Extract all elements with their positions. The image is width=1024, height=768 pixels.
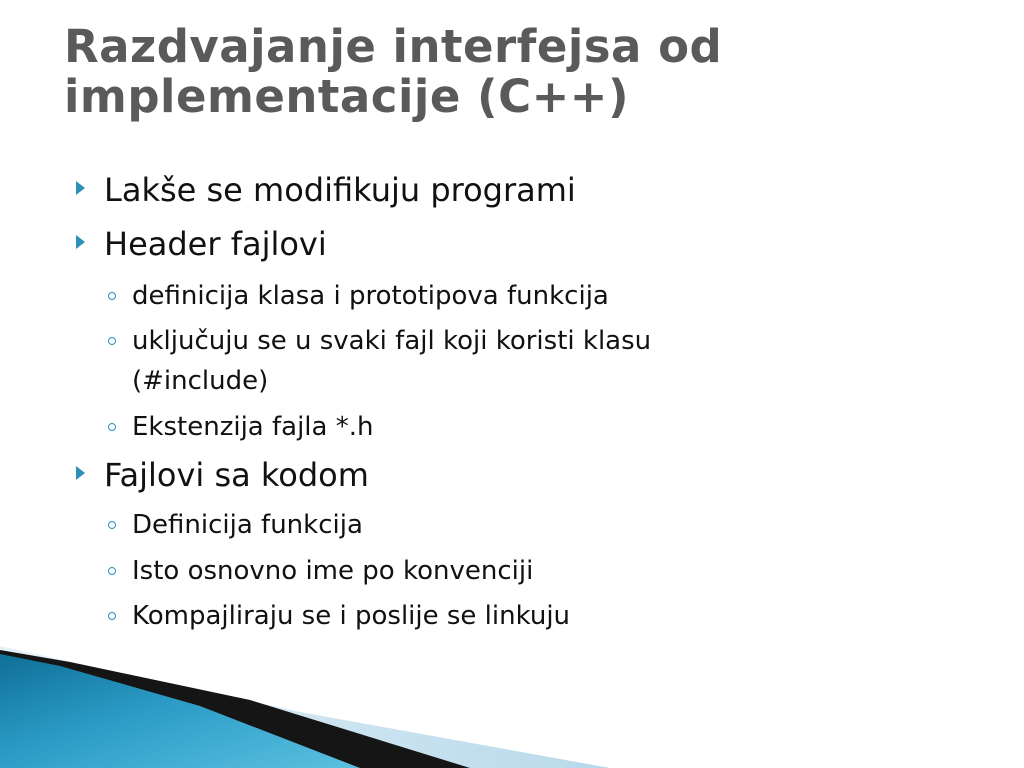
- hollow-circle-icon: [108, 612, 116, 620]
- sub-bullet-text: Ekstenzija fajla *.h: [132, 412, 374, 442]
- sub-bullet-text: Definicija funkcija: [132, 510, 363, 540]
- hollow-circle-icon: [108, 521, 116, 529]
- sub-bullet-item: [132, 407, 373, 447]
- sub-bullet-item: [132, 551, 533, 591]
- hollow-circle-icon: [108, 423, 116, 431]
- sub-bullet-item: [132, 505, 363, 545]
- sub-bullet-text: Isto osnovno ime po konvenciji: [132, 556, 534, 586]
- hollow-circle-icon: [108, 567, 116, 575]
- sub-bullet-text: definicija klasa i prototipova funkcija: [132, 281, 609, 311]
- hollow-circle-icon: [108, 292, 116, 300]
- bullet-text: Header fajlovi: [104, 225, 327, 263]
- sub-bullet-item: [132, 321, 651, 401]
- triangle-right-icon: [76, 235, 85, 249]
- bullet-text: Lakše se modifikuju programi: [104, 171, 576, 209]
- sub-bullet-text-line-2: (#include): [132, 366, 269, 396]
- bullet-text: Fajlovi sa kodom: [104, 456, 369, 494]
- sub-bullet-item: [132, 276, 609, 316]
- bullet-item: [104, 225, 327, 263]
- sub-bullet-text: Kompajliraju se i poslije se linkuju: [132, 601, 571, 631]
- slide-title-line-1: Razdvajanje interfejsa od: [64, 20, 723, 73]
- triangle-right-icon: [76, 181, 85, 195]
- bullet-item: [104, 171, 576, 209]
- slide-title: [64, 22, 964, 122]
- slide-title-line-2: implementacije (C++): [64, 70, 630, 123]
- decor-blue-band: [0, 654, 360, 768]
- hollow-circle-icon: [108, 337, 116, 345]
- sub-bullet-item: [132, 596, 570, 636]
- bullet-item: [104, 456, 369, 494]
- sub-bullet-text-line-1: uključuju se u svaki fajl koji koristi klasu: [132, 326, 652, 356]
- decorative-wave-graphic: [0, 640, 1024, 768]
- triangle-right-icon: [76, 466, 85, 480]
